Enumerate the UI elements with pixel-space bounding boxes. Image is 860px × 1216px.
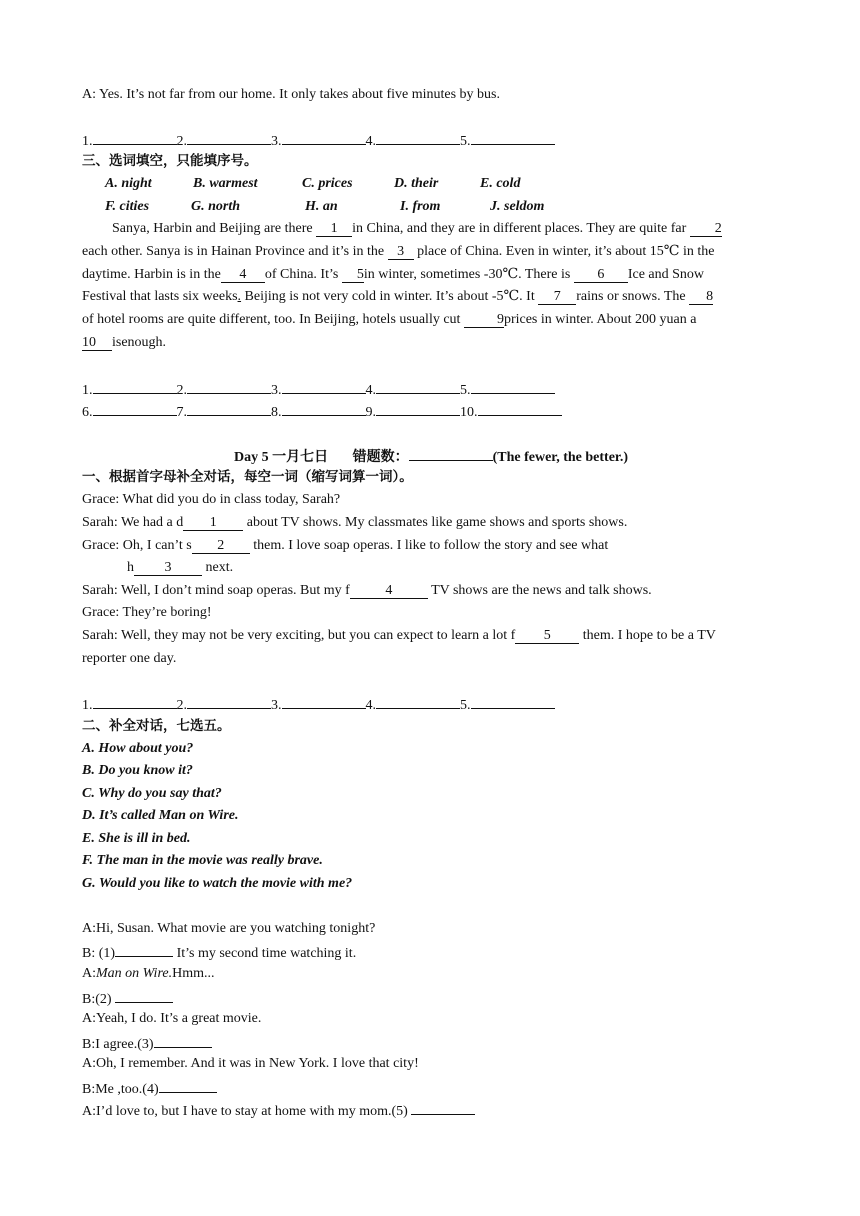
dialogue-line: B:Me ,too.(4) xyxy=(82,1078,217,1099)
dialogue-blank[interactable] xyxy=(115,988,173,1003)
passage-line: each other. Sanya is in Hainan Province and it’s in the 3 place of China. Even in winter, it’s about 15℃ in the xyxy=(82,244,715,259)
answer-blank[interactable]: 6. xyxy=(82,401,177,422)
passage-line: daytime. Harbin is in the 4 of China. It’s 5in winter, sometimes -30℃. There is 6 Ice and Snow xyxy=(82,267,705,282)
answer-blank[interactable]: 4. xyxy=(366,694,461,715)
answer-blank[interactable]: 10. xyxy=(460,401,562,422)
choice-option: G. Would you like to watch the movie with me? xyxy=(82,876,353,891)
day-heading: Day 5 一月七日 错题数： (The fewer, the better.) xyxy=(82,446,780,467)
word-option: B. warmest xyxy=(193,176,258,191)
passage-blank[interactable]: 3 xyxy=(388,245,414,260)
dialogue-line: h 3 next. xyxy=(127,560,234,575)
dialogue-line: Grace: Oh, I can’t s 2 them. I love soap operas. I like to follow the story and see what xyxy=(82,538,609,553)
answer-blank[interactable]: 1. xyxy=(82,130,177,151)
answer-blank[interactable]: 2. xyxy=(177,694,272,715)
choice-option: E. She is ill in bed. xyxy=(82,831,191,846)
section-heading: 三、选词填空，只能填序号。 xyxy=(82,153,258,169)
dialogue-blank[interactable] xyxy=(154,1033,212,1048)
word-option: E. cold xyxy=(480,176,521,191)
answer-row xyxy=(82,130,555,151)
dialogue-line: A:Hi, Susan. What movie are you watching tonight? xyxy=(82,921,376,936)
passage-blank[interactable]: 8 xyxy=(689,290,713,305)
passage-blank[interactable]: 4 xyxy=(221,268,265,283)
dialogue-line: Sarah: Well, I don’t mind soap operas. But my f 4 TV shows are the news and talk shows. xyxy=(82,583,652,598)
word-option: C. prices xyxy=(302,176,353,191)
passage-line: Sanya, Harbin and Beijing are there 1 in China, and they are in different places. They are quite far 2 xyxy=(112,221,722,236)
passage-blank[interactable]: 9 xyxy=(464,313,504,328)
passage-blank[interactable]: 6 xyxy=(574,268,628,283)
dialogue-line: Grace: They’re boring! xyxy=(82,605,212,620)
answer-blank[interactable]: 5. xyxy=(460,694,555,715)
dialogue-line: reporter one day. xyxy=(82,651,177,666)
word-option: F. cities xyxy=(105,199,150,214)
passage-line: Festival that lasts six weeks. Beijing is not very cold in winter. It’s about -5℃. It 7 rains or snows. The 8 xyxy=(82,289,714,304)
answer-blank[interactable]: 3. xyxy=(271,130,366,151)
answer-blank[interactable]: 3. xyxy=(271,694,366,715)
section-heading: 二、补全对话，七选五。 xyxy=(82,718,231,734)
dialogue-line: A:I’d love to, but I have to stay at home with my mom.(5) xyxy=(82,1100,475,1121)
answer-blank[interactable]: 3. xyxy=(271,379,366,400)
dialogue-blank[interactable]: 1 xyxy=(183,516,243,531)
passage-line: 10 isenough. xyxy=(82,335,167,350)
answer-blank[interactable]: 4. xyxy=(366,379,461,400)
section-heading: 一、根据首字母补全对话，每空一词（缩写词算一词）。 xyxy=(82,469,413,485)
answer-blank[interactable]: 7. xyxy=(177,401,272,422)
dialogue-line: B:(2) xyxy=(82,988,173,1009)
word-option: J. seldom xyxy=(490,199,545,214)
choice-option: D. It’s called Man on Wire. xyxy=(82,808,239,823)
passage-blank[interactable]: 7 xyxy=(538,290,576,305)
dialogue-line: B:I agree.(3) xyxy=(82,1033,212,1054)
passage-blank[interactable]: 5 xyxy=(342,268,364,283)
dialogue-blank[interactable] xyxy=(411,1100,475,1115)
dialogue-line: Grace: What did you do in class today, Sarah? xyxy=(82,492,341,507)
choice-option: B. Do you know it? xyxy=(82,763,193,778)
dialogue-blank[interactable]: 4 xyxy=(350,584,428,599)
answer-row xyxy=(82,694,555,715)
answer-row xyxy=(82,379,555,400)
word-option: I. from xyxy=(400,199,441,214)
word-option: H. an xyxy=(305,199,338,214)
answer-blank[interactable]: 1. xyxy=(82,379,177,400)
answer-blank[interactable]: 9. xyxy=(366,401,461,422)
dialogue-line: A: Yes. It’s not far from our home. It only takes about five minutes by bus. xyxy=(82,87,501,102)
word-option: G. north xyxy=(191,199,241,214)
passage-blank[interactable]: 1 xyxy=(316,222,352,237)
dialogue-blank[interactable]: 2 xyxy=(192,539,250,554)
passage-blank[interactable]: 2 xyxy=(690,222,722,237)
dialogue-line: A:Oh, I remember. And it was in New York. I love that city! xyxy=(82,1056,419,1071)
word-option: D. their xyxy=(394,176,439,191)
passage-blank[interactable]: 10 xyxy=(82,336,112,351)
answer-blank[interactable]: 2. xyxy=(177,379,272,400)
answer-blank[interactable]: 5. xyxy=(460,379,555,400)
dialogue-blank[interactable] xyxy=(115,942,173,957)
dialogue-line: Sarah: We had a d 1 about TV shows. My classmates like game shows and sports shows. xyxy=(82,515,628,530)
answer-blank[interactable]: 2. xyxy=(177,130,272,151)
passage-line: of hotel rooms are quite different, too. In Beijing, hotels usually cut 9prices in winter. About 200 yuan a xyxy=(82,312,697,327)
dialogue-line: A:Yeah, I do. It’s a great movie. xyxy=(82,1011,262,1026)
choice-option: C. Why do you say that? xyxy=(82,786,222,801)
dialogue-blank[interactable]: 3 xyxy=(134,561,202,576)
answer-blank[interactable]: 8. xyxy=(271,401,366,422)
dialogue-line: A:Man on Wire.Hmm... xyxy=(82,966,215,981)
answer-blank[interactable]: 5. xyxy=(460,130,555,151)
dialogue-blank[interactable]: 5 xyxy=(515,629,579,644)
answer-blank[interactable]: 1. xyxy=(82,694,177,715)
dialogue-line: Sarah: Well, they may not be very exciting, but you can expect to learn a lot f 5 them. I hope to be a TV xyxy=(82,628,716,643)
dialogue-blank[interactable] xyxy=(159,1078,217,1093)
answer-row xyxy=(82,401,562,422)
word-option: A. night xyxy=(105,176,152,191)
error-count-blank[interactable] xyxy=(409,446,493,461)
dialogue-line: B: (1) It’s my second time watching it. xyxy=(82,942,356,963)
answer-blank[interactable]: 4. xyxy=(366,130,461,151)
choice-option: A. How about you? xyxy=(82,741,194,756)
choice-option: F. The man in the movie was really brave. xyxy=(82,853,323,868)
